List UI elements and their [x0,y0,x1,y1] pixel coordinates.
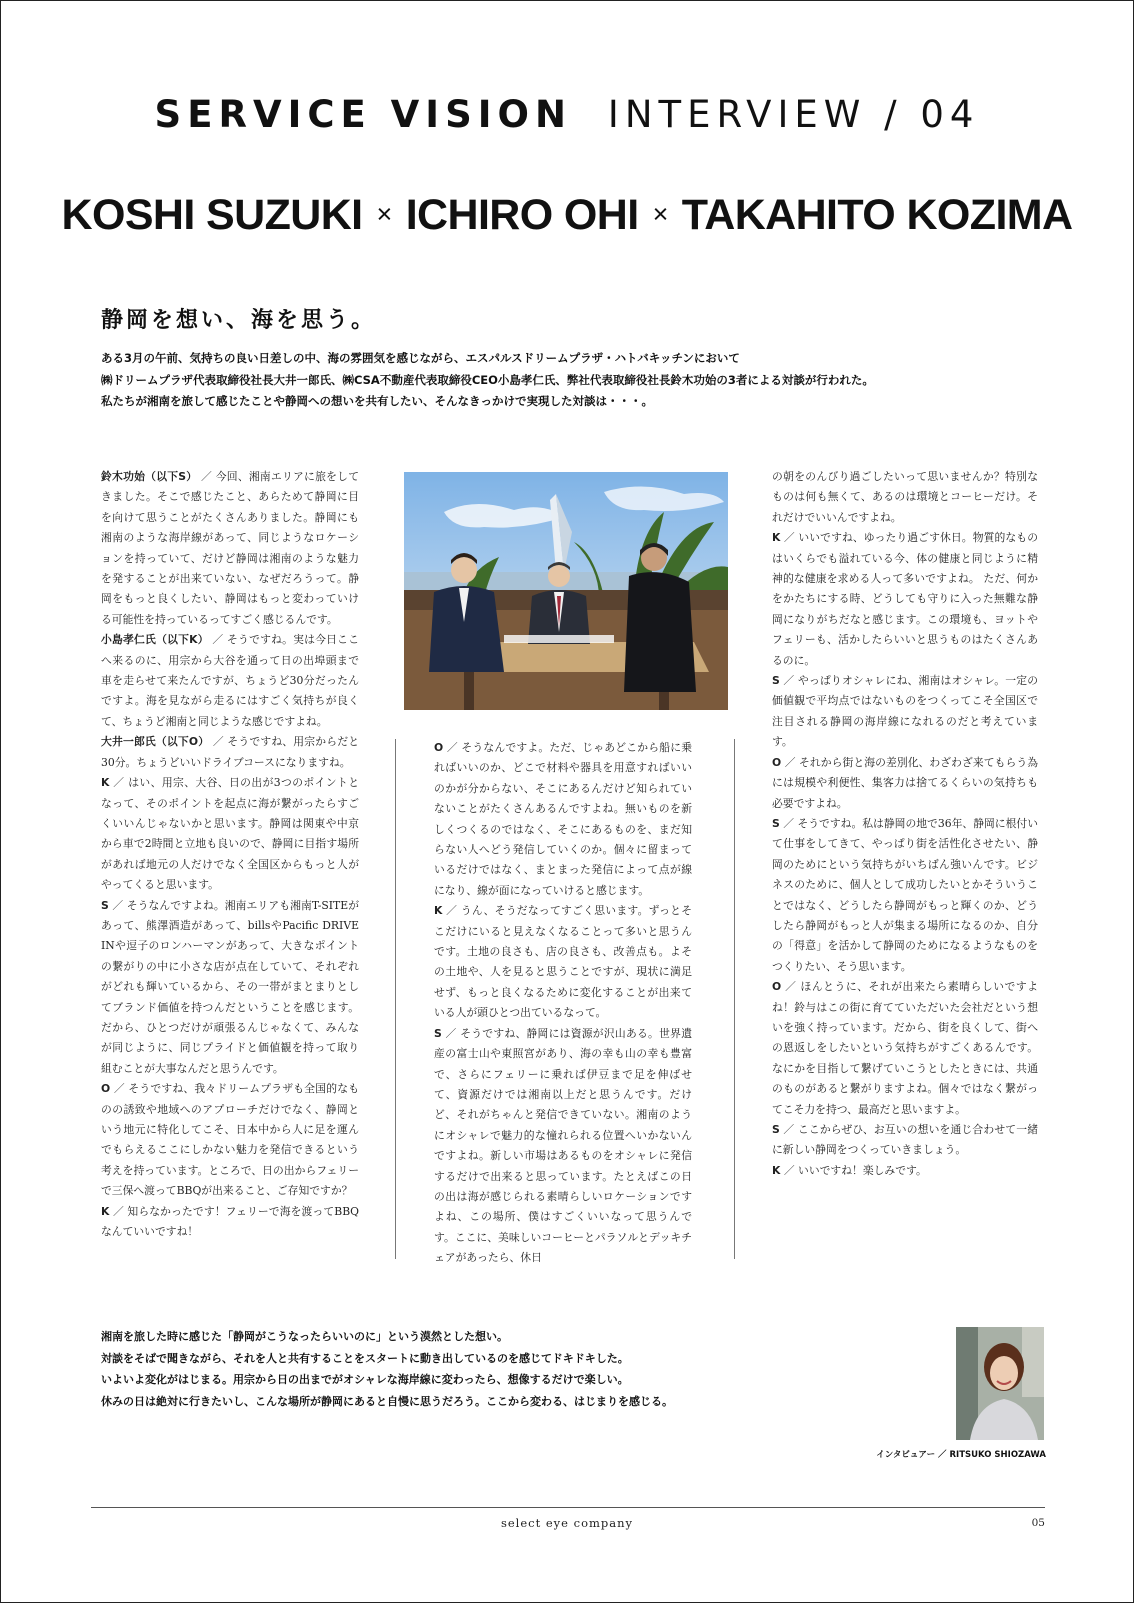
dialogue-paragraph [101,1079,359,1201]
speaker-label: K [101,776,110,790]
comment-line: 湘南を旅した時に感じた「静岡がこうなったらいいのに」という漠然とした想い。 [101,1330,508,1343]
speaker-label: K [772,531,781,545]
speaker-label: K [434,904,443,918]
dialogue-text: ／ はい、用宗、大谷、日の出が3つのポイントとなって、そのポイントを起点に海が繋がったらすごくいいんじゃないかと思います。静岡は関東や中京から車で2時間と立地も良いので、静岡に目指す場所があれば地元の人だけでなく全国区からもっと人がやってくると思います。 [101,776,359,892]
dialogue-paragraph [772,1120,1038,1161]
speaker-label: S [101,898,109,912]
lead-paragraph [101,348,1061,413]
interviewer-credit: インタビュアー ／ RITSUKO SHIOZAWA [876,1450,1046,1460]
lead-line: ある3月の午前、気持ちの良い日差しの中、海の雰囲気を感じながら、エスパルスドリームプラザ・ハトバキッチンにおいて [101,351,740,365]
dialogue-paragraph [434,1024,692,1269]
dialogue-text: ／ ここからぜひ、お互いの想いを通じ合わせて一緒に新しい静岡をつくっていきましょう。 [772,1123,1038,1157]
dialogue-text: ／ そうなんですよね。湘南エリアも湘南T-SITEがあって、熊澤酒造があって、billsやPacific DRIVE INや逗子のロンハーマンがあって、大きなポイントの繋がりの中に小さな店が点在していて、それぞれがどれも輝いているから、その一帯がまとまりとしてブランド価値を持つんだということを感じます。だから、ひとつだけが頑張るんじゃなくて、みんなが同じように、同じプライドと価値観を持って取り組むことが大事なんだと思うんです。 [101,898,359,1075]
dialogue-text: ／ そうなんですよ。ただ、じゃあどこから船に乗ればいいのか、どこで材料や器具を用意すればいいのかが分からない、そこにあるんだけど知られていないことがたくさんあるんですよね。無いものを新しくつくるのではなく、そこにあるものを、まだ知らない人へどう発信していくのか。個々に留まっているだけではなく、まとまった発信によって点が線になり、線が面になっていけると感じます。 [434,741,692,897]
dialogue-text: ／ やっぱりオシャレにね、湘南はオシャレ。一定の価値観で平均点ではないものをつくってこそ全国区で注目される静岡の海岸線になれるのだと考えています。 [772,674,1039,749]
body-column-3 [772,467,1038,1181]
series-name: SERVICE VISION [154,93,572,136]
name-koshi-suzuki: KOSHI SUZUKI [61,191,363,239]
dialogue-paragraph [772,1161,1038,1181]
speaker-label: K [101,1204,110,1218]
dialogue-text: ／ いいですね！楽しみです。 [783,1163,927,1177]
page-number: 05 [1031,1517,1045,1529]
speaker-label: S [772,674,780,688]
dialogue-paragraph [101,896,359,1080]
dialogue-text: ／ 知らなかったです！フェリーで海を渡ってBBQなんていいですね！ [101,1204,359,1239]
interview-number: INTERVIEW / 04 [607,93,980,136]
comment-line: いよいよ変化がはじまる。用宗から日の出までがオシャレな海岸線に変わったら、想像するだけで楽しい。 [101,1373,629,1386]
dialogue-paragraph [772,814,1038,977]
interview-photo [404,472,728,710]
speaker-label: 鈴木功始（以下S） [101,470,198,483]
dialogue-paragraph [101,630,359,732]
body-column-1 [101,467,359,1242]
speaker-label: O [772,980,782,994]
dialogue-paragraph [772,528,1038,671]
dialogue-text: ／ そうですね、用宗からだと30分。ちょうどいいドライブコースになりますね。 [101,735,359,769]
dialogue-paragraph [101,1202,359,1243]
column-divider [734,739,735,1259]
dialogue-text: ／ うん、そうだなってすごく思います。ずっとそこだけにいると見えなくなることって多いと思うんです。土地の良さも、店の良さも、改善点も。よその土地や、人を見ると思うことですが、現状に満足せず、もっと良くなるために変化することが出来ている人が頭ひとつ出ているなって。 [434,904,692,1020]
speaker-label: O [772,755,782,769]
dialogue-paragraph [772,467,1038,528]
interviewer-comment [101,1326,921,1412]
name-takahito-kozima: TAKAHITO KOZIMA [681,191,1073,239]
dialogue-text: ／ 今回、湘南エリアに旅をしてきました。そこで感じたこと、あらためて静岡に目を向けて思うことがたくさんありました。静岡にも湘南のような海岸線があって、同じようなロケーションを持っていて、だけど静岡は湘南のような魅力を発することが出来ていない、なぜだろうって。静岡をもっと良くしたい、静岡はもっと変わっていける可能性を持っているってすごく感じるんです。 [101,470,360,626]
footer-rule [91,1507,1045,1508]
name-ichiro-ohi: ICHIRO OHI [405,191,639,239]
dialogue-paragraph [772,671,1038,753]
speaker-label: K [772,1163,781,1177]
dialogue-text: ／ そうですね、静岡には資源が沢山ある。世界遺産の富士山や東照宮があり、海の幸も山の幸も豊富で、さらにフェリーに乗れば伊豆まで足を伸ばせて、資源だけでは湘南以上だと思うんです。だけど、それがちゃんと発信できていない。湘南のようにオシャレで魅力的な憧れられる位置へいかないんですよね。新しい市場はあるものをオシャレに発信するだけで出来ると思っています。たとえばこの日の出は海が感じられる素晴らしいロケーションですよね、この場所、僕はすごくいいなって思うんです。ここに、美味しいコーヒーとパラソルとデッキチェアがあったら、休日 [434,1026,692,1265]
dialogue-text: ／ いいですね、ゆったり過ごす休日。物質的なものはいくらでも溢れている今、体の健康と同じように精神的な健康を求める人って多いですよね。 ただ、何かをかたちにする時、どうしても守りに入った無難な静岡になりがちだなと感じます。この環境も、ヨットやフェリーも、活かしたらいいと思うものはたくさんあるのに。 [772,531,1038,667]
series-title [1,93,1133,136]
speaker-label: S [772,816,780,830]
lead-line: 私たちが湘南を旅して感じたことや静岡への想いを共有したい、そんなきっかけで実現した対談は・・・。 [101,394,653,408]
body-column-2 [434,738,692,1269]
dialogue-text: ／ そうですね、我々ドリームプラザも全国的なものの誘致や地域へのアプローチだけでなく、静岡という地元に特化してこそ、日本中から人に足を運んでもらえるここにしかない魅力を発信できるという考えを持っています。ところで、日の出からフェリーで三保へ渡ってBBQが出来ること、ご存知ですか？ [101,1082,359,1198]
interviewer-portrait [956,1327,1044,1440]
interviewee-names [1,191,1133,240]
speaker-label: S [434,1026,442,1040]
footer-brand: select eye company [500,1516,634,1530]
speaker-label: 大井一郎氏（以下O） [101,735,210,749]
dialogue-paragraph [772,753,1038,814]
column-divider [395,739,396,1259]
comment-line: 対談をそばで聞きながら、それを人と共有することをスタートに動き出しているのを感じてドキドキした。 [101,1351,629,1365]
dialogue-text: ／ そうですね。実は今日ここへ来るのに、用宗から大谷を通って日の出埠頭まで車を走らせて来たんですが、ちょうど30分だったんですよ。海を見ながら走るにはすごく気持ちが良くて、ちょうど湘南と同じような感じですよね。 [101,633,359,728]
dialogue-paragraph [101,773,359,895]
dialogue-paragraph [434,901,692,1023]
speaker-label: O [434,741,444,754]
dialogue-text: ／ そうですね。私は静岡の地で36年、静岡に根付いて仕事をしてきて、やっぱり街を活性化させたい、静岡のためにという気持ちがいちばん強いんです。ビジネスのために、個人として成功したいとかそういうことではなく、どうしたら静岡がもっと輝くのか、どうしたら静岡がもっと人が集まる場所になるのか、自分の「得意」を活かして静岡のためになるようなものをつくりたい、そう思います。 [772,816,1038,973]
times-sign: × [376,199,392,229]
speaker-label: 小島孝仁氏（以下K） [101,633,209,647]
speaker-label: O [101,1082,111,1096]
dialogue-text: の朝をのんびり過ごしたいって思いませんか？特別なものは何も無くて、あるのは環境とコーヒーだけ。それだけでいいんですよね。 [772,470,1038,524]
lead-line: ㈱ドリームプラザ代表取締役社長大井一郎氏、㈱CSA不動産代表取締役CEO小島孝仁氏、弊社代表取締役社長鈴木功始の3者による対談が行われた。 [101,372,874,387]
dialogue-paragraph [434,738,692,901]
dialogue-paragraph [772,977,1038,1120]
article-headline: 静岡を想い、海を思う。 [101,308,377,333]
comment-line: 休みの日は絶対に行きたいし、こんな場所が静岡にあると自慢に思うだろう。ここから変わる、はじまりを感じる。 [101,1394,673,1408]
dialogue-paragraph [101,732,359,773]
dialogue-text: ／ それから街と海の差別化、わざわざ来てもらう為には規模や利便性、集客力は捨てるくらいの気持ちも必要ですよね。 [772,755,1038,810]
dialogue-paragraph [101,467,359,630]
speaker-label: S [772,1123,780,1136]
dialogue-text: ／ ほんとうに、それが出来たら素晴らしいですよね！鈴与はこの街に育てていただいた会社だという想いを強く持っています。だから、街を良くして、街への恩返しをしたいという気持ちがすごくあるんです。なにかを目指して繋げていこうとしたときには、共通のものがあると繋がりますよね。個々ではなく繋がってこそ力を持つ、最高だと思いますよ。 [772,980,1038,1116]
times-sign: × [652,199,668,229]
